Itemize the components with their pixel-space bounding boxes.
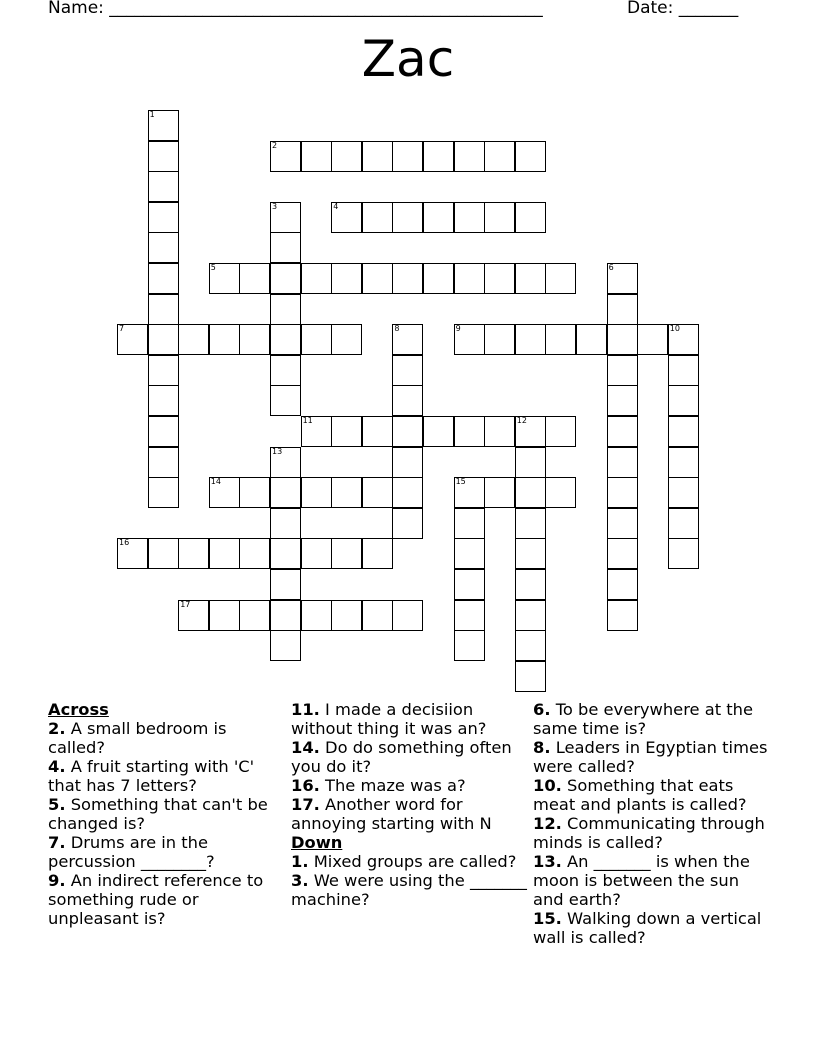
clue-number-label: 8 [394,324,400,334]
clue-number: 2. [48,719,66,738]
grid-cell[interactable] [270,294,301,325]
clue-across-17 [291,795,529,833]
grid-cell[interactable] [239,324,270,355]
grid-cell[interactable] [239,263,270,294]
grid-cell[interactable] [392,416,423,447]
grid-cell[interactable] [454,569,485,600]
clue-text: Something that eats meat and plants is called? [533,776,747,814]
grid-cell[interactable] [301,600,332,631]
grid-cell[interactable] [301,416,332,447]
clue-number: 9. [48,871,66,890]
grid-cell[interactable] [270,630,301,661]
grid-cell[interactable] [484,202,515,233]
clue-number-label: 11 [302,416,313,425]
grid-cell[interactable] [454,477,485,508]
grid-cell[interactable] [362,141,393,172]
clue-number: 17. [291,795,320,814]
grid-cell[interactable] [515,324,546,355]
grid-cell[interactable] [423,263,454,294]
grid-cell[interactable] [392,141,423,172]
grid-cell[interactable] [515,538,546,569]
clue-across-16 [291,776,529,795]
clue-number-label: 4 [333,201,339,211]
grid-cell[interactable] [270,263,301,294]
clue-text: Leaders in Egyptian times were called? [533,738,768,776]
clue-across-4 [48,757,286,795]
grid-cell[interactable] [607,538,638,569]
grid-cell[interactable] [668,447,699,478]
grid-cell[interactable] [515,661,546,692]
clue-down-6 [533,700,771,738]
grid-cell[interactable] [148,171,179,202]
grid-cell[interactable] [515,202,546,233]
grid-cell[interactable] [209,477,240,508]
grid-cell[interactable] [668,355,699,386]
grid-cell[interactable] [607,600,638,631]
grid-cell[interactable] [484,141,515,172]
grid-cell[interactable] [331,416,362,447]
clue-text: Drums are in the percussion ________? [48,833,215,871]
clue-number: 10. [533,776,562,795]
clue-number-label: 12 [516,416,527,425]
clue-text: Communicating through minds is called? [533,814,765,852]
clue-number: 13. [533,852,562,871]
clue-number: 12. [533,814,562,833]
grid-cell[interactable] [148,202,179,233]
clue-number: 3. [291,871,309,890]
clue-down-8 [533,738,771,776]
clue-number: 11. [291,700,320,719]
grid-cell[interactable] [668,477,699,508]
clue-down-3 [291,871,529,909]
clue-text: A small bedroom is called? [48,719,227,757]
grid-cell[interactable] [454,202,485,233]
clue-text: To be everywhere at the same time is? [533,700,753,738]
clue-number-label: 13 [272,446,283,456]
grid-cell[interactable] [362,263,393,294]
grid-cell[interactable] [392,355,423,386]
grid-cell[interactable] [545,416,576,447]
grid-cell[interactable] [515,416,546,447]
clue-text: Something that can't be changed is? [48,795,268,833]
clue-number-label: 7 [119,324,125,334]
grid-cell[interactable] [607,385,638,416]
grid-cell[interactable] [484,263,515,294]
name-field-label: Name: ___________________________________________________ [48,0,543,18]
clue-across-5 [48,795,286,833]
grid-cell[interactable] [148,263,179,294]
clue-text: Do do something often you do it? [291,738,512,776]
grid-cell[interactable] [607,508,638,539]
grid-cell[interactable] [270,385,301,416]
clue-number: 1. [291,852,309,871]
clue-number: 16. [291,776,320,795]
grid-cell[interactable] [423,141,454,172]
grid-cell[interactable] [148,477,179,508]
grid-cell[interactable] [270,477,301,508]
grid-cell[interactable] [209,324,240,355]
grid-cell[interactable] [270,141,301,172]
grid-cell[interactable] [454,630,485,661]
grid-cell[interactable] [148,141,179,172]
clue-down-13 [533,852,771,909]
grid-cell[interactable] [454,538,485,569]
grid-cell[interactable] [607,447,638,478]
grid-cell[interactable] [484,416,515,447]
grid-cell[interactable] [301,141,332,172]
clue-number-label: 2 [272,140,278,150]
grid-cell[interactable] [148,324,179,355]
grid-cell[interactable] [392,385,423,416]
clue-text: I made a decisiion without thing it was an? [291,700,487,738]
grid-cell[interactable] [209,538,240,569]
grid-cell[interactable] [668,508,699,539]
clue-down-12 [533,814,771,852]
clue-text: Another word for annoying starting with N [291,795,492,833]
grid-cell[interactable] [239,538,270,569]
grid-cell[interactable] [515,477,546,508]
grid-cell[interactable] [331,202,362,233]
clue-down-10 [533,776,771,814]
grid-cell[interactable] [362,538,393,569]
clue-number: 8. [533,738,551,757]
grid-cell[interactable] [331,477,362,508]
grid-cell[interactable] [454,141,485,172]
grid-cell[interactable] [392,202,423,233]
grid-cell[interactable] [607,477,638,508]
clue-number: 7. [48,833,66,852]
grid-cell[interactable] [392,600,423,631]
grid-cell[interactable] [392,447,423,478]
grid-cell[interactable] [545,263,576,294]
clue-number: 6. [533,700,551,719]
grid-cell[interactable] [331,538,362,569]
grid-cell[interactable] [362,202,393,233]
grid-cell[interactable] [392,324,423,355]
grid-cell[interactable] [178,538,209,569]
grid-cell[interactable] [484,477,515,508]
clue-across-11 [291,700,529,738]
grid-cell[interactable] [178,324,209,355]
grid-cell[interactable] [148,110,179,141]
grid-cell[interactable] [576,324,607,355]
grid-cell[interactable] [668,538,699,569]
grid-cell[interactable] [362,416,393,447]
clue-number: 14. [291,738,320,757]
grid-cell[interactable] [331,263,362,294]
grid-cell[interactable] [454,263,485,294]
grid-cell[interactable] [270,508,301,539]
clue-number-label: 5 [210,263,216,272]
grid-cell[interactable] [668,416,699,447]
grid-cell[interactable] [148,416,179,447]
grid-cell[interactable] [148,294,179,325]
grid-cell[interactable] [637,324,668,355]
clue-number-label: 6 [608,263,614,272]
clue-text: The maze was a? [325,776,466,795]
grid-cell[interactable] [607,263,638,294]
clue-number-label: 16 [119,538,130,548]
clue-number: 4. [48,757,66,776]
clue-text: Mixed groups are called? [313,852,517,871]
grid-cell[interactable] [148,385,179,416]
grid-cell[interactable] [331,600,362,631]
clue-number-label: 1 [149,110,155,119]
grid-cell[interactable] [515,569,546,600]
clue-across-2 [48,719,286,757]
grid-cell[interactable] [607,569,638,600]
grid-cell[interactable] [515,447,546,478]
clue-number-label: 10 [669,324,680,334]
grid-cell[interactable] [484,324,515,355]
grid-cell[interactable] [148,355,179,386]
grid-cell[interactable] [515,508,546,539]
grid-cell[interactable] [301,477,332,508]
grid-cell[interactable] [607,416,638,447]
clue-number: 5. [48,795,66,814]
grid-cell[interactable] [545,324,576,355]
grid-cell[interactable] [209,600,240,631]
clue-across-14 [291,738,529,776]
grid-cell[interactable] [423,416,454,447]
clue-text: A fruit starting with 'C' that has 7 letters? [48,757,255,795]
grid-cell[interactable] [239,477,270,508]
clue-number-label: 17 [180,599,191,609]
grid-cell[interactable] [270,538,301,569]
clue-down-1 [291,852,529,871]
grid-cell[interactable] [607,355,638,386]
grid-cell[interactable] [148,447,179,478]
grid-cell[interactable] [392,477,423,508]
clue-number-label: 15 [455,477,466,487]
grid-cell[interactable] [668,385,699,416]
grid-cell[interactable] [454,324,485,355]
clue-number-label: 3 [272,201,278,211]
grid-cell[interactable] [423,202,454,233]
down-heading: Down [291,833,343,852]
grid-cell[interactable] [117,538,148,569]
grid-cell[interactable] [117,324,148,355]
clues-column-1 [48,700,286,928]
grid-cell[interactable] [454,600,485,631]
grid-cell[interactable] [178,600,209,631]
grid-cell[interactable] [301,538,332,569]
clue-number-label: 9 [455,324,461,334]
clue-text: We were using the _______ machine? [291,871,527,909]
grid-cell[interactable] [515,141,546,172]
clue-down-15 [533,909,771,947]
grid-cell[interactable] [148,232,179,263]
grid-cell[interactable] [270,355,301,386]
clue-text: Walking down a vertical wall is called? [533,909,762,947]
grid-cell[interactable] [607,294,638,325]
grid-cell[interactable] [270,232,301,263]
across-heading: Across [48,700,109,719]
grid-cell[interactable] [668,324,699,355]
grid-cell[interactable] [392,508,423,539]
grid-cell[interactable] [270,600,301,631]
clues-column-2 [291,700,529,909]
clue-across-9 [48,871,286,928]
clues-column-3 [533,700,771,947]
grid-cell[interactable] [301,263,332,294]
grid-cell[interactable] [270,447,301,478]
grid-cell[interactable] [607,324,638,355]
clue-across-7 [48,833,286,871]
grid-cell[interactable] [362,477,393,508]
grid-cell[interactable] [270,202,301,233]
grid-cell[interactable] [331,141,362,172]
page-title: Zac [361,30,455,88]
grid-cell[interactable] [148,538,179,569]
grid-cell[interactable] [392,263,423,294]
grid-cell[interactable] [301,324,332,355]
clue-text: An indirect reference to something rude or unpleasant is? [48,871,264,928]
grid-cell[interactable] [454,508,485,539]
grid-cell[interactable] [454,416,485,447]
grid-cell[interactable] [209,263,240,294]
grid-cell[interactable] [515,630,546,661]
grid-cell[interactable] [515,600,546,631]
grid-cell[interactable] [331,324,362,355]
grid-cell[interactable] [362,600,393,631]
clue-number: 15. [533,909,562,928]
grid-cell[interactable] [270,324,301,355]
date-field-label: Date: _______ [627,0,739,18]
grid-cell[interactable] [270,569,301,600]
grid-cell[interactable] [239,600,270,631]
grid-cell[interactable] [515,263,546,294]
clue-number-label: 14 [210,477,221,487]
grid-cell[interactable] [545,477,576,508]
clue-text: An _______ is when the moon is between the sun and earth? [533,852,750,909]
